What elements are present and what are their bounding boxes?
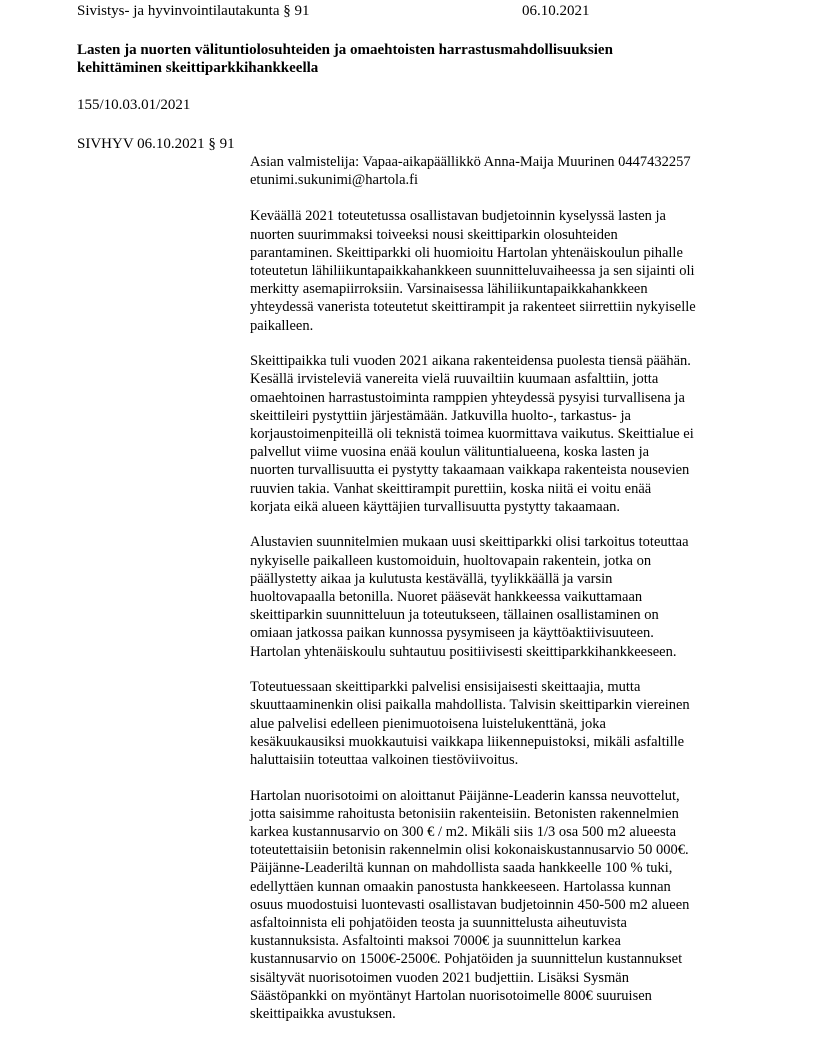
paragraph-line: edellyttäen kunnan omaakin panostusta hankkeeseen. Hartolassa kunnan [250, 878, 671, 895]
paragraph-line: kesäkuukausiksi muokkautuisi vaikkapa liikennepuistoksi, mikäli asfaltille [250, 733, 685, 750]
paragraph-line: skeittipaikka avustuksen. [250, 1006, 396, 1023]
paragraph-line: skeittileiri pystyttiin järjestämään. Jatkuvilla huolto-, tarkastus- ja [250, 407, 631, 424]
paragraph-line: haluttaisiin toteuttaa valkoinen tiestöviivoitus. [250, 752, 519, 769]
paragraph-line: nykyiselle paikalleen kustomoiduin, huoltovapain rakentein, jotka on [250, 552, 652, 569]
paragraph [250, 533, 770, 660]
preparer-info [250, 153, 770, 189]
paragraph-line: omaehtoinen harrastustoiminta ramppien yhteydessä pysyisi turvallisena ja [250, 389, 685, 406]
paragraph-line: Hartolan nuorisotoimi on aloittanut Päijänne-Leaderin kanssa neuvottelut, [250, 787, 680, 804]
paragraph-line: merkitty asemapiirroksiin. Varsinaisessa lähiliikuntapaikkahankkeen [250, 281, 648, 298]
paragraph-line: kustannuksista. Asfaltointi maksoi 7000€ ja suunnittelun karkea [250, 933, 621, 950]
paragraph-line: Alustavien suunnitelmien mukaan uusi skeittiparkki olisi tarkoitus toteuttaa [250, 534, 689, 551]
paragraph-line: nuorten turvallisuutta ei pystytty takaamaan vaikkapa rakenteista nousevien [250, 462, 690, 479]
paragraph-line: Keväällä 2021 toteutetussa osallistavan budjetoinnin kyselyssä lasten ja [250, 208, 666, 225]
paragraph-line: Skeittipaikka tuli vuoden 2021 aikana rakenteidensa puolesta tiensä päähän. [250, 353, 691, 370]
meeting-reference: SIVHYV 06.10.2021 § 91 [77, 136, 235, 152]
paragraph-line: toteutettaisiin betonisin rakennelmin olisi kokonaiskustannusarvio 50 000€. [250, 842, 689, 859]
paragraph-line: karkea kustannusarvio on 300 € / m2. Mikäli siis 1/3 osa 500 m2 alueesta [250, 824, 677, 841]
paragraph-line: skeittiparkin suunnitteluun ja toteutukseen, tällainen osallistaminen on [250, 607, 659, 624]
paragraph-line: parantaminen. Skeittiparkki oli huomioitu Hartolan yhtenäiskoulun pihalle [250, 244, 683, 261]
paragraph-line: osuus muodostuisi luontevasti osallistavan budjetoinnin 450-500 m2 alueen [250, 896, 690, 913]
preparer-email: etunimi.sukunimi@hartola.fi [250, 172, 418, 189]
paragraph-line: paikalleen. [250, 317, 314, 334]
committee-section-header: Sivistys- ja hyvinvointilautakunta § 91 [77, 3, 310, 19]
body-column [250, 153, 770, 1041]
paragraph-line: ruuvien takia. Vanhat skeittirampit purettiin, koska niitä ei voitu enää [250, 480, 652, 497]
paragraph-line: jotta saisimme rahoitusta betonisiin rakenteisiin. Betonisten rakennelmien [250, 805, 679, 822]
paragraph-line: sisältyvät nuorisotoimen vuoden 2021 budjettiin. Lisäksi Sysmän [250, 969, 629, 986]
paragraph-line: palvellut viime vuosina enää koulun välituntialueena, koska lasten ja [250, 444, 650, 461]
preparer-line: Asian valmistelija: Vapaa-aikapäällikkö Anna-Maija Muurinen 0447432257 [250, 154, 691, 170]
document-title [77, 41, 717, 77]
paragraph-line: asfaltoinnista eli pohjatöiden teosta ja suunnittelusta aiheutuvista [250, 915, 627, 932]
paragraph-line: Säästöpankki on myöntänyt Hartolan nuorisotoimelle 800€ suuruisen [250, 987, 652, 1004]
record-number: 155/10.03.01/2021 [77, 97, 191, 113]
paragraph-line: Toteutuessaan skeittiparkki palvelisi ensisijaisesti skeittaajia, mutta [250, 679, 641, 696]
paragraph-line: kustannusarvio on 1500€-2500€. Pohjatöiden ja suunnittelun kustannukset [250, 951, 683, 968]
paragraph-line: omiaan jatkossa paikan kunnossa pysymiseen ja käyttöaktiivisuuteen. [250, 625, 654, 642]
paragraph [250, 352, 770, 516]
paragraph-line: nuorten suurimmaksi toiveeksi nousi skeittiparkin olosuhteiden [250, 226, 618, 243]
title-line: kehittäminen skeittiparkkihankkeella [77, 60, 319, 76]
title-line: Lasten ja nuorten välituntiolosuhteiden ja omaehtoisten harrastusmahdollisuuksien [77, 42, 613, 58]
paragraph-line: skuuttaaminenkin olisi paikalla mahdollista. Talvisin skeittiparkin viereinen [250, 697, 690, 714]
paragraph [250, 678, 770, 769]
meeting-date: 06.10.2021 [522, 3, 590, 19]
paragraph-line: korjaustoimenpiteillä oli teknistä toimea kuormittava vaikutus. Skeittialue ei [250, 426, 694, 443]
paragraph-line: Hartolan yhtenäiskoulu suhtautuu positiivisesti skeittiparkkihankkeeseen. [250, 643, 677, 660]
paragraph [250, 787, 770, 1024]
paragraph-line: Päijänne-Leaderiltä kunnan on mahdollista saada hankkeelle 100 % tuki, [250, 860, 673, 877]
paragraph-line: huoltovapaalla betonilla. Nuoret pääsevät hankkeessa vaikuttamaan [250, 589, 643, 606]
paragraph-line: päällystetty aikaa ja kulutusta kestävällä, tyylikkäällä ja varsin [250, 570, 613, 587]
paragraph-line: korjata eikä alueen käyttäjien turvallisuutta pystytty takaamaan. [250, 498, 621, 515]
paragraph-line: Kesällä irvisteleviä vanereita vielä ruuvailtiin kuumaan asfalttiin, jotta [250, 371, 659, 388]
paragraph [250, 207, 770, 334]
paragraph-line: toteutetun lähiliikuntapaikkahankkeen suunnitteluvaiheessa ja sen sijainti oli [250, 263, 695, 280]
paragraph-line: yhteydessä vanerista toteutetut skeittirampit ja rakenteet siirrettiin nykyiselle [250, 299, 696, 316]
paragraph-line: alue palvelisi edelleen pienimuotoisena luistelukenttänä, joka [250, 715, 606, 732]
